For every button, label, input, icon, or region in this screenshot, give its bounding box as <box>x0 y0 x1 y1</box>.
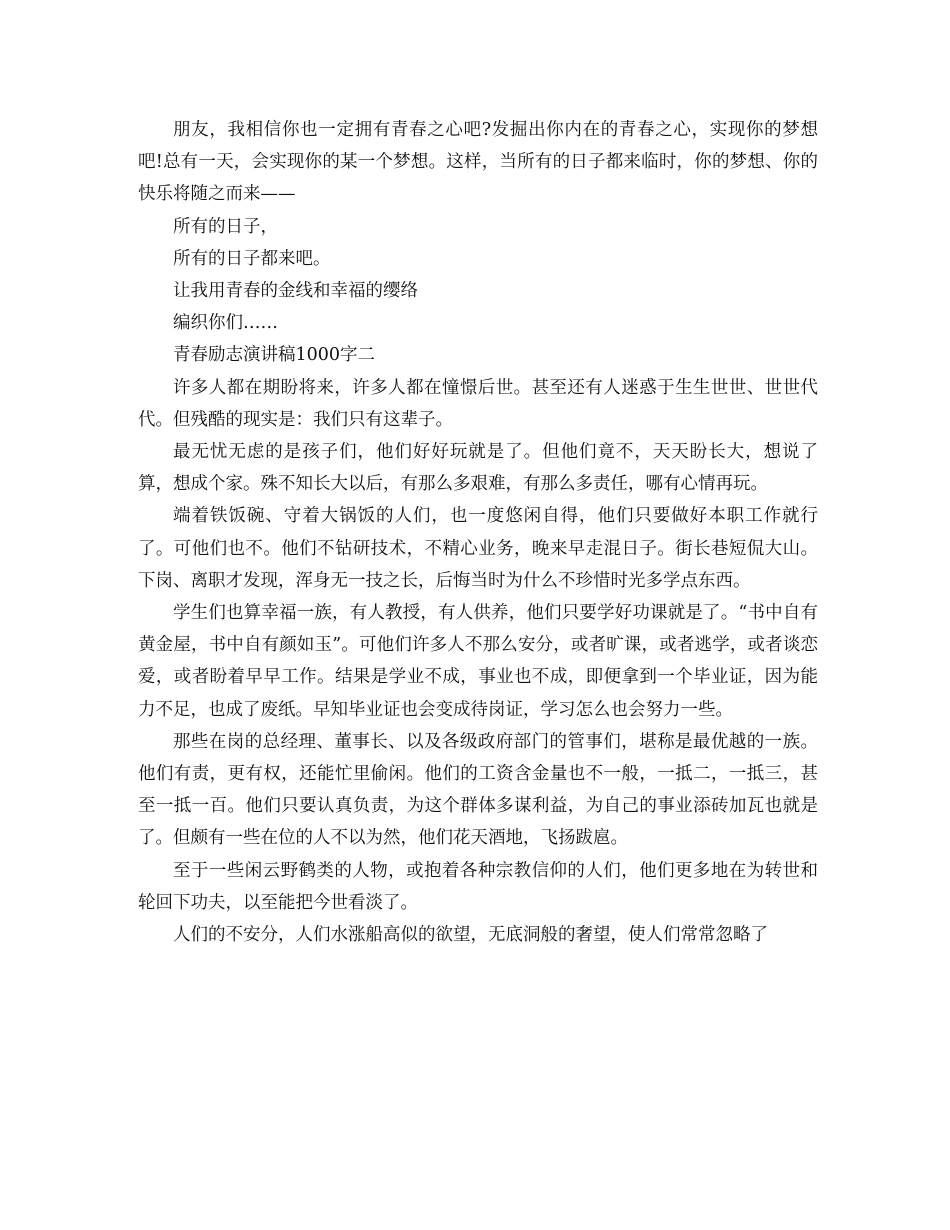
poem-line-2: 所有的日子都来吧。 <box>173 248 331 269</box>
paragraph-workers: 端着铁饭碗、守着大锅饭的人们，也一度悠闲自得，他们只要做好本职工作就行了。可他们也不。他们不钻研技术，不精心业务，晚来早走混日子。街长巷短侃大山。下岗、离职才发现，浑身无一技之长，后悔当时为什么不珍惜时光多学点东西。 <box>138 506 818 591</box>
paragraph-managers: 那些在岗的总经理、董事长、以及各级政府部门的管事们，堪称是最优越的一族。他们有责，更有权，还能忙里偷闲。他们的工资含金量也不一般，一抵二，一抵三，甚至一抵一百。他们只要认真负责，为这个群体多谋利益，为自己的事业添砖加瓦也就是了。但颇有一些在位的人不以为然，他们花天酒地，飞扬跋扈。 <box>138 731 818 849</box>
poem-line-3: 让我用青春的金线和幸福的缨络 <box>173 281 418 302</box>
section-heading: 青春励志演讲稿1000字二 <box>173 345 376 366</box>
paragraph-desire: 人们的不安分，人们水涨船高似的欲望，无底洞般的奢望，使人们常常忽略了 <box>173 925 768 946</box>
paragraph-recluses: 至于一些闲云野鹤类的人物，或抱着各种宗教信仰的人们，他们更多地在为转世和轮回下功夫，以至能把今世看淡了。 <box>138 860 818 913</box>
paragraph-students: 学生们也算幸福一族，有人教授，有人供养，他们只要学好功课就是了。“书中自有黄金屋，书中自有颜如玉”。可他们许多人不那么安分，或者旷课，或者逃学，或者谈恋爱，或者盼着早早工作。结果是学业不成，事业也不成，即便拿到一个毕业证，因为能力不足，也成了废纸。早知毕业证也会变成待岗证，学习怎么也会努力一些。 <box>138 603 818 720</box>
poem-line-1: 所有的日子， <box>173 216 278 237</box>
document-body <box>138 114 818 951</box>
poem-line-4: 编织你们…… <box>173 313 278 334</box>
paragraph-intro: 朋友，我相信你也一定拥有青春之心吧?发掘出你内在的青春之心，实现你的梦想吧!总有一天，会实现你的某一个梦想。这样，当所有的日子都来临时，你的梦想、你的快乐将随之而来—— <box>138 120 818 205</box>
paragraph-children: 最无忧无虑的是孩子们，他们好好玩就是了。但他们竟不，天天盼长大，想说了算，想成个家。殊不知长大以后，有那么多艰难，有那么多责任，哪有心情再玩。 <box>138 442 818 495</box>
paragraph-lifetime: 许多人都在期盼将来，许多人都在憧憬后世。甚至还有人迷惑于生生世世、世世代代。但残酷的现实是：我们只有这辈子。 <box>138 377 818 430</box>
